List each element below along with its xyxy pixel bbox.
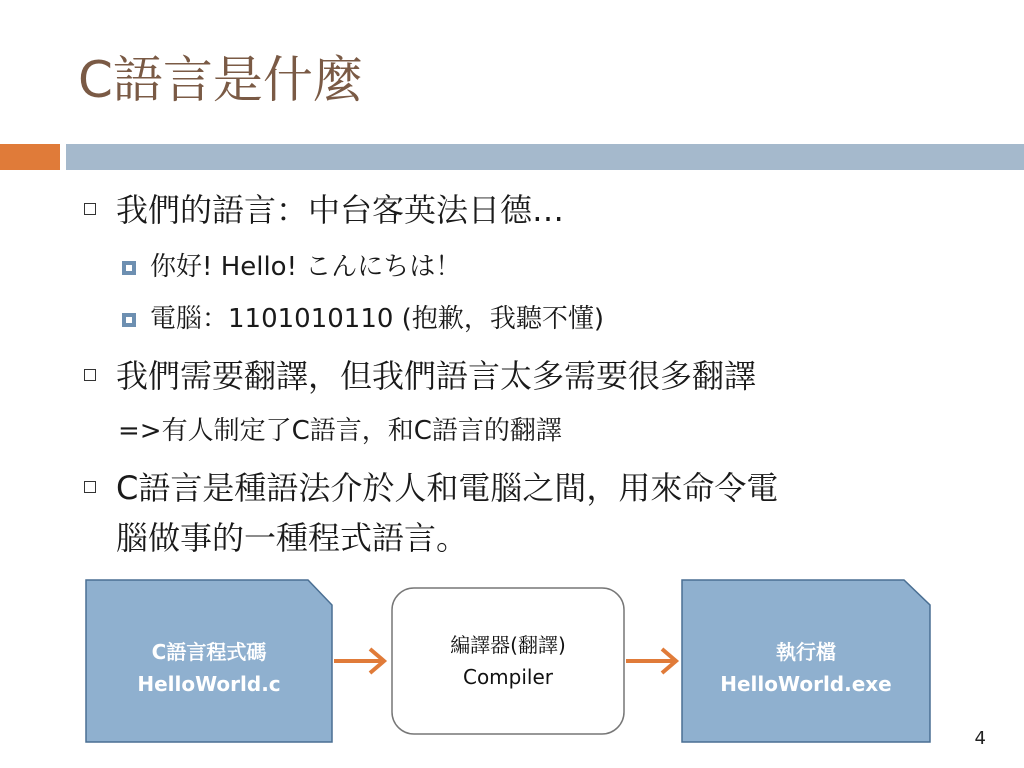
executable-file-name: HelloWorld.exe bbox=[720, 672, 892, 696]
executable-box bbox=[682, 636, 930, 700]
hollow-square-bullet-icon bbox=[84, 481, 96, 493]
sub-bullet-text: 你好! Hello! こんにちは！ bbox=[150, 252, 462, 282]
compiler-box bbox=[392, 629, 624, 693]
header-accent-bar-blue bbox=[66, 144, 1024, 170]
sub-bullet-text: 電腦：1101010110 (抱歉，我聽不懂) bbox=[150, 304, 604, 334]
bullet-continuation: =>有人制定了C語言，和C語言的翻譯 bbox=[118, 416, 562, 446]
compiler-name: Compiler bbox=[462, 665, 554, 689]
square-bullet-icon bbox=[122, 261, 136, 275]
hollow-square-bullet-icon bbox=[84, 369, 96, 381]
bullet-text: C語言是種語法介於人和電腦之間，用來命令電 bbox=[116, 469, 779, 507]
square-bullet-icon bbox=[122, 313, 136, 327]
source-file-name: HelloWorld.c bbox=[137, 672, 281, 696]
arrow-right-icon bbox=[626, 649, 676, 673]
compiler-label: 編譯器(翻譯) bbox=[450, 633, 566, 657]
arrow-right-icon bbox=[334, 649, 384, 673]
slide-title: C語言是什麼 bbox=[78, 51, 363, 109]
executable-label: 執行檔 bbox=[776, 640, 836, 664]
header-accent-bar-orange bbox=[0, 144, 60, 170]
source-code-box bbox=[86, 636, 332, 700]
bullet-text: 腦做事的一種程式語言。 bbox=[116, 519, 469, 557]
bullet-text: 我們的語言：中台客英法日德… bbox=[116, 191, 565, 229]
page-number: 4 bbox=[974, 728, 986, 749]
hollow-square-bullet-icon bbox=[84, 203, 96, 215]
bullet-text: 我們需要翻譯，但我們語言太多需要很多翻譯 bbox=[116, 357, 757, 395]
compile-flow-diagram bbox=[0, 575, 1024, 755]
source-code-label: C語言程式碼 bbox=[151, 640, 267, 664]
